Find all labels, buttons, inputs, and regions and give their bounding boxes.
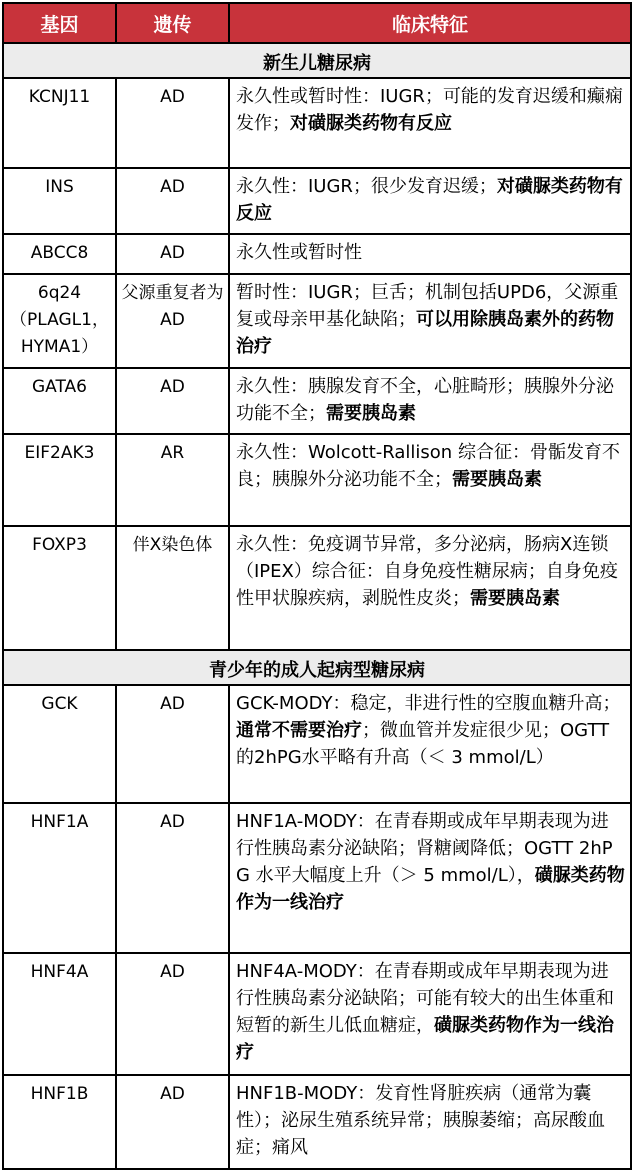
inheritance-cell: 父源重复者为AD	[116, 274, 229, 368]
inheritance-cell: AD	[116, 1075, 229, 1169]
features-emphasis: 需要胰岛素	[326, 403, 416, 424]
header-inheritance: 遗传	[116, 3, 229, 43]
features-cell	[229, 274, 631, 368]
header-gene: 基因	[3, 3, 116, 43]
inheritance-cell: AD	[116, 168, 229, 234]
table-row	[3, 1075, 631, 1169]
table-row	[3, 953, 631, 1075]
features-cell	[229, 1075, 631, 1169]
table-row	[3, 434, 631, 526]
features-text: HNF1A-MODY：在青春期或成年早期表现为进行性胰岛素分泌缺陷；肾糖阈降低；OGTT 2hPG 水平大幅度上升（＞ 5 mmol/L），	[236, 811, 613, 886]
features-cell	[229, 685, 631, 803]
gene-cell: HNF1B	[3, 1075, 116, 1169]
header-features: 临床特征	[229, 3, 631, 43]
table-row	[3, 168, 631, 234]
gene-cell: EIF2AK3	[3, 434, 116, 526]
inheritance-cell: AD	[116, 368, 229, 434]
section-title: 青少年的成人起病型糖尿病	[3, 650, 631, 685]
features-text: 永久性：免疫调节异常，多分泌病，肠病X连锁（IPEX）综合征：自身免疫性糖尿病；自身免疫性甲状腺疾病，剥脱性皮炎；	[236, 534, 618, 609]
features-emphasis: 需要胰岛素	[470, 588, 560, 609]
features-text: GCK-MODY：稳定，非进行性的空腹血糖升高；	[236, 693, 621, 714]
inheritance-cell: AD	[116, 953, 229, 1075]
gene-cell: ABCC8	[3, 234, 116, 274]
inheritance-cell: AD	[116, 803, 229, 953]
features-emphasis: 通常不需要治疗	[236, 720, 362, 741]
gene-cell: KCNJ11	[3, 78, 116, 168]
features-cell	[229, 368, 631, 434]
table-header-row	[3, 3, 631, 43]
features-text: 永久性：IUGR；很少发育迟缓；	[236, 176, 497, 197]
features-cell	[229, 434, 631, 526]
features-text: HNF1B-MODY：发育性肾脏疾病（通常为囊性）；泌尿生殖系统异常；胰腺萎缩；高尿酸血症；痛风	[236, 1083, 605, 1158]
inheritance-cell: AD	[116, 685, 229, 803]
gene-feature-table	[2, 2, 632, 1170]
features-text: 永久性或暂时性：IUGR；可能的发育迟缓和癫痫发作；	[236, 86, 623, 134]
features-cell	[229, 234, 631, 274]
table-row	[3, 685, 631, 803]
features-emphasis: 可以用除胰岛素外的药物治疗	[236, 309, 614, 357]
features-emphasis: 磺脲类药物作为一线治疗	[236, 1015, 614, 1063]
table-row	[3, 274, 631, 368]
features-text: 永久性：胰腺发育不全，心脏畸形；胰腺外分泌功能不全；	[236, 376, 614, 424]
features-emphasis: 对磺脲类药物有反应	[290, 113, 452, 134]
inheritance-cell: AD	[116, 78, 229, 168]
features-text: 暂时性：IUGR；巨舌；机制包括UPD6，父源重复或母亲甲基化缺陷；	[236, 282, 619, 330]
features-text: 永久性：Wolcott-Rallison 综合征：骨骺发育不良；胰腺外分泌功能不全；	[236, 442, 620, 490]
inheritance-cell: AD	[116, 234, 229, 274]
section-title: 新生儿糖尿病	[3, 43, 631, 78]
inheritance-cell: 伴X染色体	[116, 526, 229, 650]
table-row	[3, 526, 631, 650]
inheritance-cell: AR	[116, 434, 229, 526]
table-row	[3, 803, 631, 953]
features-cell	[229, 803, 631, 953]
features-text: 永久性或暂时性	[236, 242, 362, 263]
gene-cell: GCK	[3, 685, 116, 803]
table-row	[3, 234, 631, 274]
gene-cell: HNF1A	[3, 803, 116, 953]
section-row	[3, 43, 631, 78]
features-emphasis: 磺脲类药物作为一线治疗	[236, 865, 625, 913]
gene-cell: FOXP3	[3, 526, 116, 650]
section-row	[3, 650, 631, 685]
features-cell	[229, 953, 631, 1075]
gene-cell: 6q24 （PLAGL1，HYMA1）	[3, 274, 116, 368]
table-row	[3, 368, 631, 434]
features-text: HNF4A-MODY：在青春期或成年早期表现为进行性胰岛素分泌缺陷；可能有较大的出生体重和短暂的新生儿低血糖症，	[236, 961, 614, 1036]
features-cell	[229, 78, 631, 168]
features-tail: ；微血管并发症很少见；OGTT的2hPG水平略有升高（＜ 3 mmol/L）	[236, 720, 610, 768]
features-emphasis: 需要胰岛素	[452, 469, 542, 490]
gene-cell: GATA6	[3, 368, 116, 434]
gene-cell: INS	[3, 168, 116, 234]
features-cell	[229, 526, 631, 650]
features-cell	[229, 168, 631, 234]
features-emphasis: 对磺脲类药物有反应	[236, 176, 623, 224]
gene-cell: HNF4A	[3, 953, 116, 1075]
table-row	[3, 78, 631, 168]
